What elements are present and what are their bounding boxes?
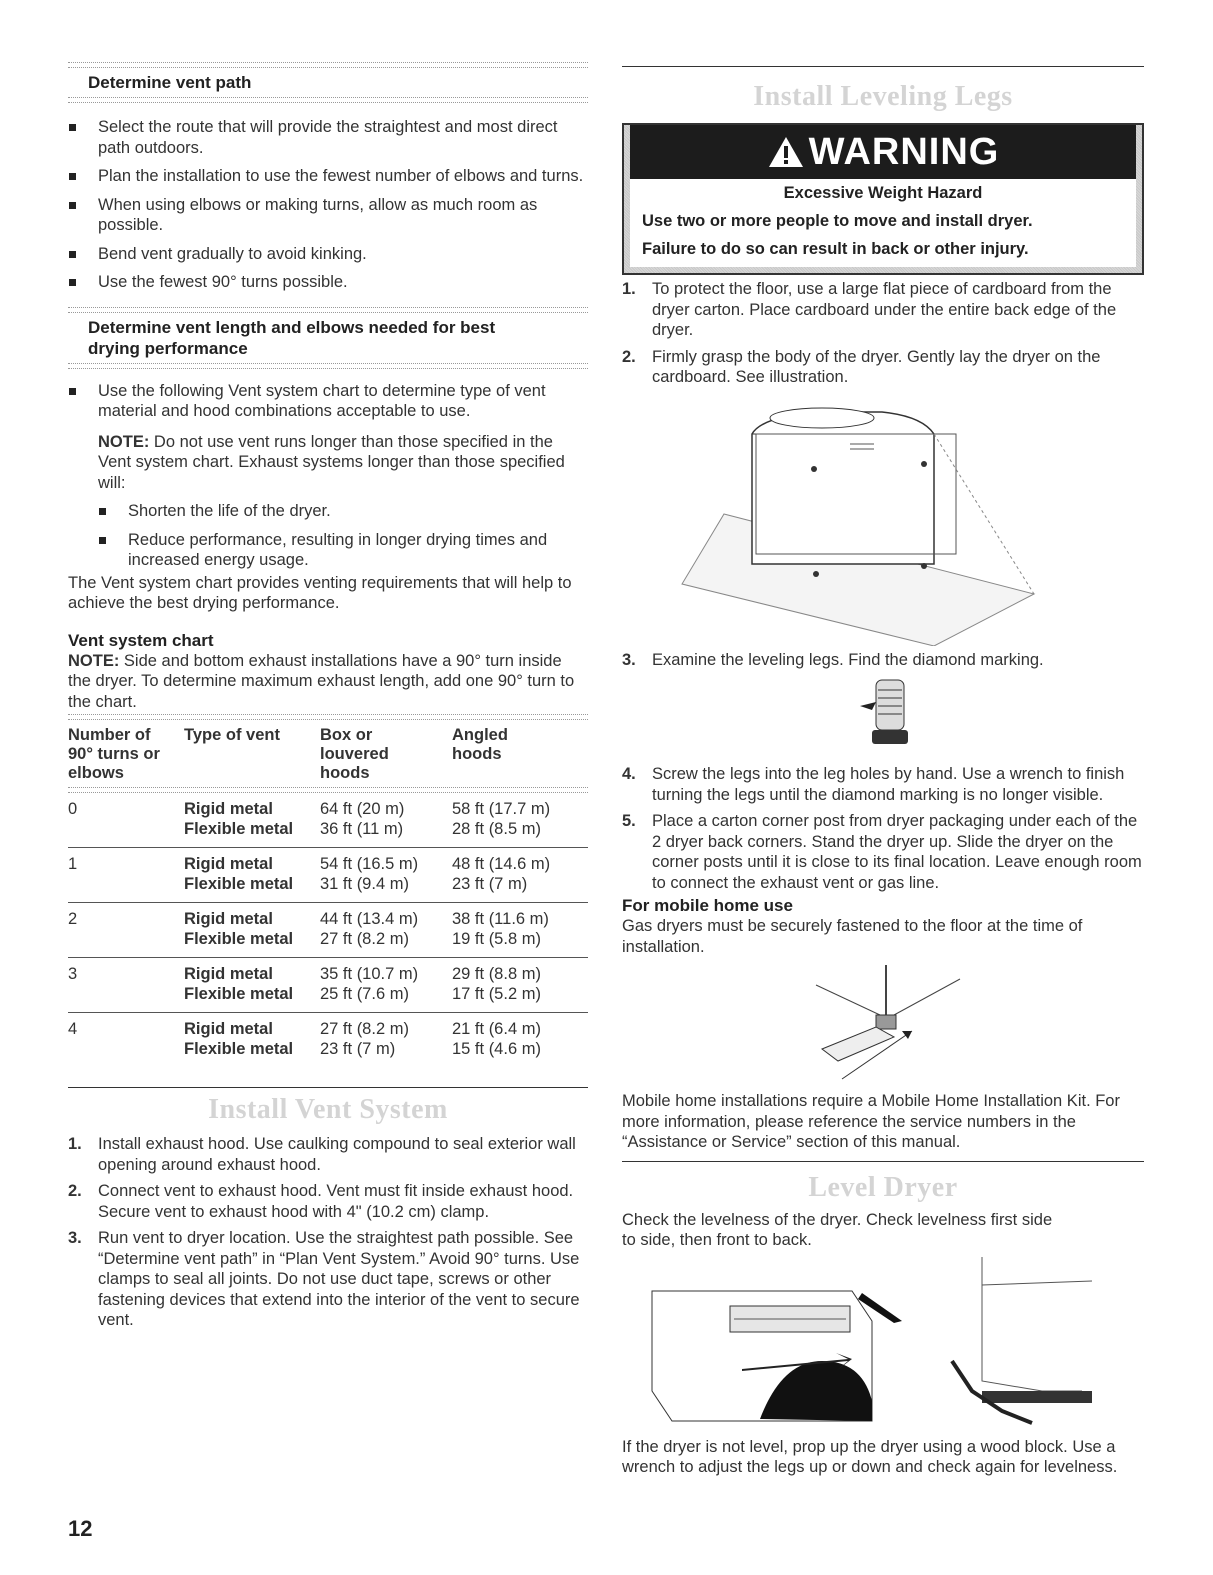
vent-chart-heading: Vent system chart — [68, 630, 214, 650]
turns-cell: 4 — [68, 1020, 78, 1038]
table-row — [68, 793, 588, 848]
level-dryer-outro: If the dryer is not level, prop up the dryer using a wood block. Use a wrench to adjust the legs up or down and check again for levelness. — [622, 1437, 1118, 1476]
note-label: NOTE: — [68, 651, 120, 670]
angled-value: 23 ft (7 m) — [452, 875, 528, 893]
list-item — [622, 811, 1144, 893]
mobile-home-heading: For mobile home use — [622, 896, 793, 915]
vent-path-list — [68, 117, 588, 293]
step-text: Install exhaust hood. Use caulking compound to seal exterior wall opening around exhaust hood. — [98, 1135, 576, 1174]
warning-header — [630, 125, 1136, 179]
vent-type-cell — [184, 958, 320, 1013]
right-column — [622, 66, 1144, 1478]
vent-system-table — [68, 726, 588, 1067]
vent-length-note — [98, 432, 588, 494]
note-text: Side and bottom exhaust installations have a 90° turn inside the dryer. To determine maximum exhaust length, add one 90° turn to the chart. — [68, 651, 575, 711]
angled-value: 15 ft (4.6 m) — [452, 1040, 541, 1058]
step-number: 4. — [622, 765, 636, 783]
divider — [68, 363, 588, 369]
box-value: 44 ft (13.4 m) — [320, 910, 419, 928]
left-column — [68, 62, 588, 1337]
table-row — [68, 958, 588, 1013]
warning-line: Use two or more people to move and install dryer. — [642, 212, 1033, 230]
vent-length-list — [68, 381, 588, 494]
list-item: Select the route that will provide the straightest and most direct path outdoors. — [68, 117, 588, 158]
divider — [68, 307, 588, 313]
col-header-box: Box or louvered hoods — [320, 726, 389, 782]
angled-cell — [452, 1013, 588, 1068]
vent-chart-note — [68, 651, 588, 713]
vent-type: Rigid metal — [184, 1020, 273, 1038]
box-cell — [320, 903, 452, 958]
vent-type: Rigid metal — [184, 910, 273, 928]
vent-length-heading: Determine vent length and elbows needed for best drying performance — [88, 317, 496, 358]
step-number: 1. — [622, 280, 636, 298]
list-item: When using elbows or making turns, allow as much room as possible. — [68, 195, 588, 236]
vent-length-bullet: Use the following Vent system chart to determine type of vent material and hood combinations acceptable to use. — [98, 381, 546, 420]
step-text: To protect the floor, use a large flat piece of cardboard from the dryer carton. Place cardboard under the entire back edge of the dryer. — [652, 280, 1117, 339]
angled-value: 38 ft (11.6 m) — [452, 910, 549, 928]
box-value: 27 ft (8.2 m) — [320, 1020, 409, 1038]
step-text: Place a carton corner post from dryer packaging under each of the 2 dryer back corners. Stand the dryer up. Slide the dryer on the corner posts until it is close to its final location. Leave enough room to connect the exhaust vent or gas line. — [652, 812, 1142, 892]
vent-path-heading: Determine vent path — [88, 73, 252, 92]
step-text: Examine the leveling legs. Find the diamond marking. — [652, 650, 1044, 669]
list-item — [622, 764, 1144, 805]
angled-value: 58 ft (17.7 m) — [452, 800, 551, 818]
table-row — [68, 1013, 588, 1068]
list-item — [622, 347, 1144, 388]
divider — [68, 714, 588, 720]
angled-cell — [452, 848, 588, 903]
leveling-steps — [622, 279, 1144, 388]
dryer-on-cardboard-illustration — [622, 394, 1144, 646]
leveling-steps-cont — [622, 650, 1144, 671]
turns-cell: 3 — [68, 958, 184, 1013]
leveling-steps-cont2 — [622, 764, 1144, 893]
warning-word: WARNING — [808, 130, 1000, 173]
vent-type-cell — [184, 1013, 320, 1068]
box-value: 27 ft (8.2 m) — [320, 930, 409, 948]
vent-chart-intro: The Vent system chart provides venting requirements that will help to achieve the best drying performance. — [68, 573, 572, 612]
leveling-title: Install Leveling Legs — [753, 81, 1013, 112]
table-row — [68, 903, 588, 958]
box-value: 64 ft (20 m) — [320, 800, 405, 818]
mobile-home-bracket-illustration — [622, 957, 1144, 1091]
box-value: 35 ft (10.7 m) — [320, 965, 419, 983]
vent-length-sublist — [98, 501, 588, 571]
warning-line: Failure to do so can result in back or other injury. — [642, 240, 1029, 258]
table-header-row — [68, 726, 588, 787]
angled-value: 28 ft (8.5 m) — [452, 820, 541, 838]
level-dryer-illustration — [622, 1251, 1144, 1431]
warning-box — [622, 123, 1144, 275]
section-rule — [622, 66, 1144, 67]
step-text: Run vent to dryer location. Use the straightest path possible. See “Determine vent path” in “Plan Vent System.” Avoid 90° turns. Use clamps to seal all joints. Do not use duct tape, screws or other fastening devices that extend into the interior of the vent to secure vent. — [98, 1229, 580, 1329]
mobile-home-kit-text: Mobile home installations require a Mobile Home Installation Kit. For more information, please reference the service numbers in the “Assistance or Service” section of this manual. — [622, 1092, 1120, 1151]
box-value: 23 ft (7 m) — [320, 1040, 396, 1058]
vent-type: Flexible metal — [184, 875, 294, 893]
angled-cell — [452, 958, 588, 1013]
list-item: Shorten the life of the dryer. — [98, 501, 588, 522]
angled-value: 29 ft (8.8 m) — [452, 965, 541, 983]
vent-type: Rigid metal — [184, 800, 273, 818]
vent-type: Flexible metal — [184, 820, 294, 838]
list-item — [68, 1228, 588, 1331]
section-rule — [68, 1087, 588, 1088]
divider — [68, 97, 588, 103]
page-number: 12 — [68, 1516, 93, 1541]
vent-type: Flexible metal — [184, 930, 294, 948]
list-item — [68, 1181, 588, 1222]
section-rule — [622, 1161, 1144, 1162]
turns-cell: 0 — [68, 793, 184, 848]
angled-value: 19 ft (5.8 m) — [452, 930, 541, 948]
box-cell — [320, 793, 452, 848]
col-header-angled: Angled hoods — [452, 726, 508, 763]
box-value: 25 ft (7.6 m) — [320, 985, 409, 1003]
box-value: 31 ft (9.4 m) — [320, 875, 409, 893]
col-header-vent: Type of vent — [184, 726, 280, 744]
vent-type: Flexible metal — [184, 985, 294, 1003]
list-item — [68, 381, 588, 494]
install-vent-title: Install Vent System — [208, 1094, 448, 1125]
turns-cell: 1 — [68, 848, 184, 903]
step-text: Firmly grasp the body of the dryer. Gently lay the dryer on the cardboard. See illustration. — [652, 347, 1101, 386]
vent-type-cell — [184, 793, 320, 848]
box-cell — [320, 848, 452, 903]
leveling-leg-illustration — [622, 676, 1144, 756]
table-row — [68, 848, 588, 903]
list-item: Bend vent gradually to avoid kinking. — [68, 244, 588, 265]
angled-cell — [452, 903, 588, 958]
angled-value: 21 ft (6.4 m) — [452, 1020, 541, 1038]
angled-cell — [452, 793, 588, 848]
vent-type: Rigid metal — [184, 965, 273, 983]
list-item — [622, 650, 1144, 671]
step-number: 5. — [622, 812, 636, 830]
level-dryer-intro: Check the levelness of the dryer. Check levelness first side to side, then front to back. — [622, 1210, 1053, 1249]
vent-type: Flexible metal — [184, 1040, 294, 1058]
level-dryer-title: Level Dryer — [808, 1171, 958, 1203]
step-number: 3. — [68, 1229, 82, 1247]
step-number: 3. — [622, 650, 636, 669]
list-item: Plan the installation to use the fewest number of elbows and turns. — [68, 166, 588, 187]
step-number: 2. — [622, 347, 636, 366]
step-text: Screw the legs into the leg holes by hand. Use a wrench to finish turning the legs until the diamond marking is no longer visible. — [652, 765, 1125, 804]
vent-type-cell — [184, 903, 320, 958]
vent-type: Rigid metal — [184, 855, 273, 873]
box-value: 54 ft (16.5 m) — [320, 855, 419, 873]
warning-icon — [767, 135, 805, 169]
list-item: Use the fewest 90° turns possible. — [68, 272, 588, 293]
step-number: 2. — [68, 1182, 82, 1200]
warning-body — [630, 179, 1136, 267]
divider — [68, 62, 588, 68]
step-text: Connect vent to exhaust hood. Vent must fit inside exhaust hood. Secure vent to exhaust hood with 4" (10.2 cm) clamp. — [98, 1182, 574, 1221]
angled-value: 48 ft (14.6 m) — [452, 855, 551, 873]
warning-hazard: Excessive Weight Hazard — [783, 184, 983, 202]
box-cell — [320, 1013, 452, 1068]
turns-cell: 2 — [68, 903, 184, 958]
box-cell — [320, 958, 452, 1013]
mobile-home-text: Gas dryers must be securely fastened to the floor at the time of installation. — [622, 917, 1083, 956]
list-item — [622, 279, 1144, 341]
vent-type-cell — [184, 848, 320, 903]
list-item: Reduce performance, resulting in longer drying times and increased energy usage. — [98, 530, 588, 571]
box-value: 36 ft (11 m) — [320, 820, 404, 838]
col-header-turns: Number of 90° turns or elbows — [68, 726, 160, 782]
note-text: Do not use vent runs longer than those specified in the Vent system chart. Exhaust systems longer than those specified will: — [98, 432, 565, 492]
list-item — [68, 1134, 588, 1175]
step-number: 1. — [68, 1135, 82, 1153]
install-vent-steps — [68, 1134, 588, 1331]
note-label: NOTE: — [98, 432, 150, 451]
angled-value: 17 ft (5.2 m) — [452, 985, 541, 1003]
